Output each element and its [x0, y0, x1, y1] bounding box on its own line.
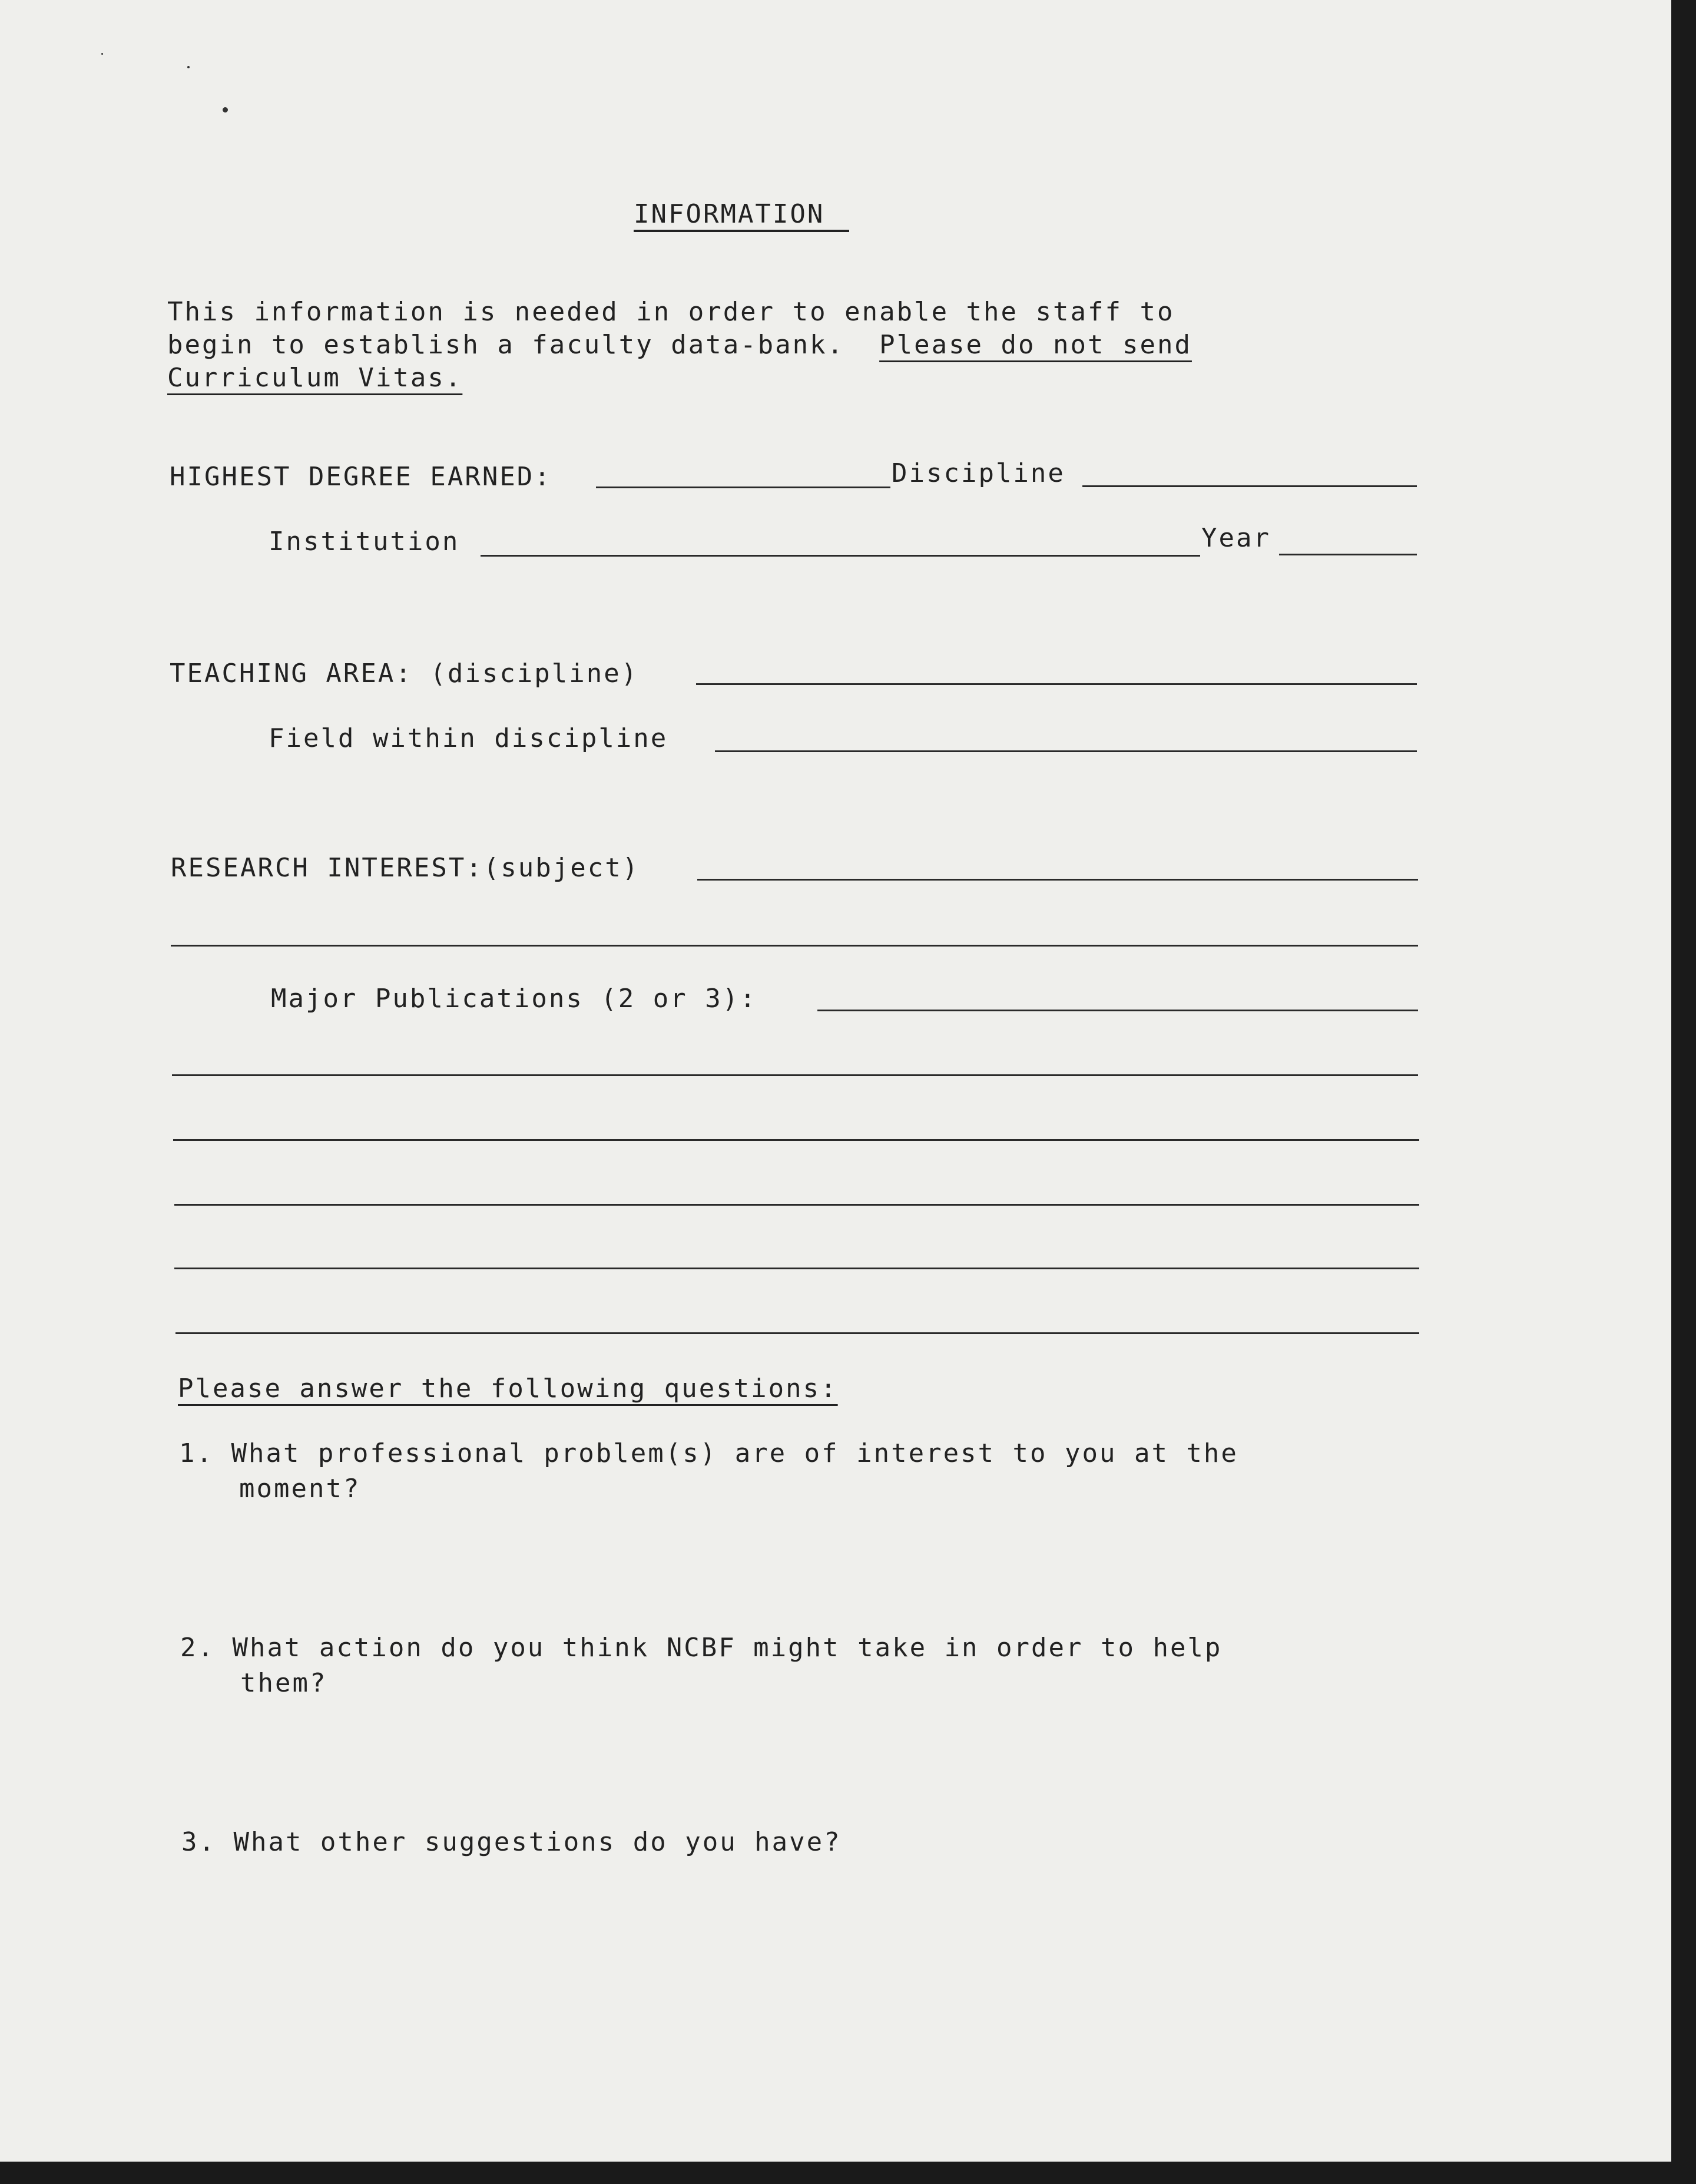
question-3-line-1: 3. What other suggestions do you have?	[181, 1827, 842, 1857]
intro-line-2	[167, 329, 1192, 362]
publications-line[interactable]	[172, 1074, 1418, 1076]
year-label: Year	[1201, 523, 1271, 553]
paper-speck	[101, 53, 103, 55]
paper-speck	[187, 66, 190, 68]
discipline-label: Discipline	[892, 458, 1065, 488]
question-1-line-2: moment?	[239, 1474, 361, 1504]
document-title: INFORMATION	[634, 199, 825, 229]
question-2-line-1: 2. What action do you think NCBF might take in order to help	[180, 1633, 1223, 1663]
publications-line[interactable]	[174, 1204, 1419, 1206]
research-interest-extra-line[interactable]	[171, 945, 1418, 947]
highest-degree-field[interactable]	[596, 487, 890, 488]
year-field[interactable]	[1279, 554, 1417, 555]
teaching-area-label: TEACHING AREA: (discipline)	[170, 658, 639, 689]
research-interest-label: RESEARCH INTEREST:(subject)	[171, 853, 640, 883]
intro-line-1: This information is needed in order to enable the staff to	[167, 297, 1175, 327]
question-1-line-1: 1. What professional problem(s) are of interest to you at the	[179, 1438, 1238, 1468]
major-publications-label: Major Publications (2 or 3):	[271, 984, 757, 1014]
intro-line-2-emphasis: Please do not send	[879, 330, 1192, 360]
intro-line-3-emphasis: Curriculum Vitas.	[167, 363, 463, 393]
institution-label: Institution	[269, 527, 460, 557]
field-within-discipline-field[interactable]	[715, 750, 1417, 752]
question-2-line-2: them?	[240, 1668, 327, 1698]
research-interest-field[interactable]	[697, 879, 1418, 881]
discipline-field[interactable]	[1082, 485, 1417, 487]
publications-line[interactable]	[173, 1139, 1419, 1141]
field-within-discipline-label: Field within discipline	[269, 723, 668, 753]
intro-line-2-plain: begin to establish a faculty data-bank.	[167, 330, 880, 360]
major-publications-field[interactable]	[817, 1010, 1418, 1011]
publications-line[interactable]	[175, 1332, 1419, 1334]
highest-degree-label: HIGHEST DEGREE EARNED:	[170, 462, 552, 492]
questions-heading: Please answer the following questions:	[178, 1374, 838, 1404]
institution-field[interactable]	[481, 555, 1200, 557]
paper-speck	[223, 107, 228, 112]
title-underline	[634, 230, 849, 232]
publications-line[interactable]	[174, 1268, 1419, 1269]
teaching-area-field[interactable]	[696, 683, 1417, 685]
